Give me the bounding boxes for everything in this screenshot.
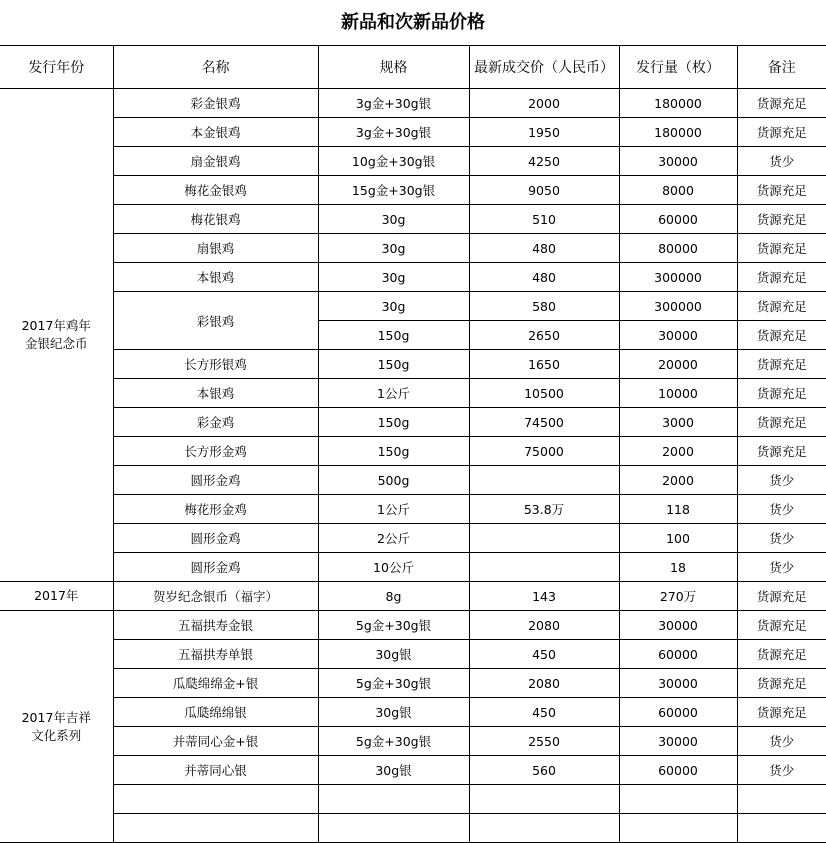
note-cell: 货源充足 xyxy=(737,379,826,408)
table-row xyxy=(0,495,826,524)
spec-cell: 500g xyxy=(318,466,469,495)
quantity-cell: 3000 xyxy=(619,408,737,437)
coin-name-cell: 五福拱寿金银 xyxy=(113,611,318,640)
price-table xyxy=(0,46,826,843)
spec-cell: 30g xyxy=(318,234,469,263)
note-cell xyxy=(737,814,826,843)
price-cell xyxy=(469,466,619,495)
price-cell: 450 xyxy=(469,698,619,727)
price-cell: 450 xyxy=(469,640,619,669)
quantity-cell xyxy=(619,814,737,843)
quantity-cell: 20000 xyxy=(619,350,737,379)
spec-cell: 8g xyxy=(318,582,469,611)
note-cell: 货少 xyxy=(737,466,826,495)
price-cell: 10500 xyxy=(469,379,619,408)
price-cell xyxy=(469,785,619,814)
price-cell xyxy=(469,524,619,553)
price-cell: 580 xyxy=(469,292,619,321)
quantity-cell: 30000 xyxy=(619,669,737,698)
quantity-cell: 60000 xyxy=(619,698,737,727)
spec-cell: 1公斤 xyxy=(318,495,469,524)
note-cell: 货源充足 xyxy=(737,408,826,437)
spec-cell: 150g xyxy=(318,321,469,350)
note-cell: 货少 xyxy=(737,524,826,553)
spec-cell: 15g金+30g银 xyxy=(318,176,469,205)
coin-name-cell: 瓜瓞绵绵银 xyxy=(113,698,318,727)
price-cell: 2550 xyxy=(469,727,619,756)
spec-cell: 150g xyxy=(318,408,469,437)
note-cell: 货源充足 xyxy=(737,321,826,350)
coin-name-cell: 五福拱寿单银 xyxy=(113,640,318,669)
spec-cell xyxy=(318,785,469,814)
coin-name-cell: 梅花金银鸡 xyxy=(113,176,318,205)
note-cell: 货源充足 xyxy=(737,640,826,669)
coin-name-cell: 彩金鸡 xyxy=(113,408,318,437)
table-row xyxy=(0,263,826,292)
table-row xyxy=(0,669,826,698)
quantity-cell: 30000 xyxy=(619,321,737,350)
quantity-cell: 100 xyxy=(619,524,737,553)
quantity-cell: 180000 xyxy=(619,89,737,118)
quantity-cell: 30000 xyxy=(619,727,737,756)
table-row xyxy=(0,785,826,814)
coin-name-cell: 贺岁纪念银币（福字） xyxy=(113,582,318,611)
table-row xyxy=(0,814,826,843)
coin-name-cell: 本金银鸡 xyxy=(113,118,318,147)
coin-name-cell: 圆形金鸡 xyxy=(113,524,318,553)
spec-cell: 5g金+30g银 xyxy=(318,727,469,756)
price-cell: 2080 xyxy=(469,669,619,698)
note-cell: 货源充足 xyxy=(737,118,826,147)
quantity-cell: 270万 xyxy=(619,582,737,611)
quantity-cell: 30000 xyxy=(619,147,737,176)
spec-cell: 30g银 xyxy=(318,698,469,727)
spec-cell: 30g银 xyxy=(318,640,469,669)
table-row xyxy=(0,350,826,379)
price-cell xyxy=(469,553,619,582)
table-row xyxy=(0,524,826,553)
spec-cell: 5g金+30g银 xyxy=(318,611,469,640)
price-cell: 2080 xyxy=(469,611,619,640)
quantity-cell: 8000 xyxy=(619,176,737,205)
note-cell: 货源充足 xyxy=(737,234,826,263)
table-row xyxy=(0,640,826,669)
table-row xyxy=(0,118,826,147)
header-year: 发行年份 xyxy=(0,46,113,89)
note-cell: 货少 xyxy=(737,495,826,524)
coin-name-cell: 本银鸡 xyxy=(113,263,318,292)
header-price: 最新成交价（人民币） xyxy=(469,46,619,89)
spec-cell: 10g金+30g银 xyxy=(318,147,469,176)
quantity-cell: 10000 xyxy=(619,379,737,408)
price-cell: 480 xyxy=(469,234,619,263)
table-row xyxy=(0,379,826,408)
note-cell: 货源充足 xyxy=(737,611,826,640)
price-cell: 1650 xyxy=(469,350,619,379)
note-cell: 货少 xyxy=(737,147,826,176)
quantity-cell: 30000 xyxy=(619,611,737,640)
header-row xyxy=(0,46,826,89)
note-cell: 货源充足 xyxy=(737,89,826,118)
note-cell: 货少 xyxy=(737,727,826,756)
coin-name-cell: 长方形金鸡 xyxy=(113,437,318,466)
table-row xyxy=(0,292,826,321)
quantity-cell: 2000 xyxy=(619,466,737,495)
quantity-cell: 60000 xyxy=(619,640,737,669)
coin-name-cell: 本银鸡 xyxy=(113,379,318,408)
note-cell: 货源充足 xyxy=(737,669,826,698)
price-cell: 1950 xyxy=(469,118,619,147)
table-row xyxy=(0,205,826,234)
table-row xyxy=(0,582,826,611)
note-cell: 货少 xyxy=(737,756,826,785)
header-name: 名称 xyxy=(113,46,318,89)
note-cell: 货源充足 xyxy=(737,176,826,205)
note-cell: 货少 xyxy=(737,553,826,582)
coin-name-cell: 圆形金鸡 xyxy=(113,466,318,495)
spec-cell: 30g xyxy=(318,205,469,234)
table-row xyxy=(0,89,826,118)
header-quantity: 发行量（枚） xyxy=(619,46,737,89)
coin-name-cell: 梅花形金鸡 xyxy=(113,495,318,524)
price-cell: 510 xyxy=(469,205,619,234)
header-spec: 规格 xyxy=(318,46,469,89)
price-cell: 9050 xyxy=(469,176,619,205)
price-cell: 53.8万 xyxy=(469,495,619,524)
spec-cell: 3g金+30g银 xyxy=(318,118,469,147)
spec-cell: 1公斤 xyxy=(318,379,469,408)
header-note: 备注 xyxy=(737,46,826,89)
spec-cell: 2公斤 xyxy=(318,524,469,553)
spec-cell xyxy=(318,814,469,843)
note-cell: 货源充足 xyxy=(737,292,826,321)
spec-cell: 5g金+30g银 xyxy=(318,669,469,698)
sheet-title: 新品和次新品价格 xyxy=(0,0,826,46)
issue-year-cell: 2017年鸡年 金银纪念币 xyxy=(0,89,113,582)
spec-cell: 30g xyxy=(318,292,469,321)
note-cell: 货源充足 xyxy=(737,582,826,611)
quantity-cell xyxy=(619,785,737,814)
note-cell xyxy=(737,785,826,814)
quantity-cell: 60000 xyxy=(619,756,737,785)
table-row xyxy=(0,698,826,727)
note-cell: 货源充足 xyxy=(737,350,826,379)
price-cell: 4250 xyxy=(469,147,619,176)
issue-year-cell: 2017年 xyxy=(0,582,113,611)
table-row xyxy=(0,553,826,582)
coin-name-cell: 瓜瓞绵绵金+银 xyxy=(113,669,318,698)
quantity-cell: 300000 xyxy=(619,292,737,321)
price-cell: 143 xyxy=(469,582,619,611)
price-cell: 2000 xyxy=(469,89,619,118)
quantity-cell: 60000 xyxy=(619,205,737,234)
quantity-cell: 300000 xyxy=(619,263,737,292)
quantity-cell: 2000 xyxy=(619,437,737,466)
spec-cell: 150g xyxy=(318,350,469,379)
price-cell: 2650 xyxy=(469,321,619,350)
table-row xyxy=(0,147,826,176)
price-cell: 74500 xyxy=(469,408,619,437)
table-row xyxy=(0,408,826,437)
quantity-cell: 180000 xyxy=(619,118,737,147)
quantity-cell: 18 xyxy=(619,553,737,582)
spec-cell: 10公斤 xyxy=(318,553,469,582)
quantity-cell: 80000 xyxy=(619,234,737,263)
price-cell: 480 xyxy=(469,263,619,292)
table-row xyxy=(0,234,826,263)
coin-name-cell: 并蒂同心银 xyxy=(113,756,318,785)
table-row xyxy=(0,176,826,205)
coin-name-cell xyxy=(113,814,318,843)
coin-name-cell xyxy=(113,785,318,814)
spec-cell: 30g银 xyxy=(318,756,469,785)
issue-year-cell: 2017年吉祥 文化系列 xyxy=(0,611,113,843)
table-row xyxy=(0,437,826,466)
spec-cell: 150g xyxy=(318,437,469,466)
price-cell xyxy=(469,814,619,843)
spec-cell: 3g金+30g银 xyxy=(318,89,469,118)
coin-name-cell: 扇银鸡 xyxy=(113,234,318,263)
table-row xyxy=(0,727,826,756)
note-cell: 货源充足 xyxy=(737,437,826,466)
coin-name-cell: 彩金银鸡 xyxy=(113,89,318,118)
note-cell: 货源充足 xyxy=(737,263,826,292)
coin-name-cell: 扇金银鸡 xyxy=(113,147,318,176)
table-row xyxy=(0,756,826,785)
quantity-cell: 118 xyxy=(619,495,737,524)
note-cell: 货源充足 xyxy=(737,205,826,234)
price-cell: 75000 xyxy=(469,437,619,466)
price-cell: 560 xyxy=(469,756,619,785)
coin-name-cell: 并蒂同心金+银 xyxy=(113,727,318,756)
table-row xyxy=(0,466,826,495)
coin-name-cell: 彩银鸡 xyxy=(113,292,318,350)
coin-name-cell: 长方形银鸡 xyxy=(113,350,318,379)
coin-name-cell: 梅花银鸡 xyxy=(113,205,318,234)
coin-name-cell: 圆形金鸡 xyxy=(113,553,318,582)
note-cell: 货源充足 xyxy=(737,698,826,727)
spec-cell: 30g xyxy=(318,263,469,292)
table-row xyxy=(0,611,826,640)
